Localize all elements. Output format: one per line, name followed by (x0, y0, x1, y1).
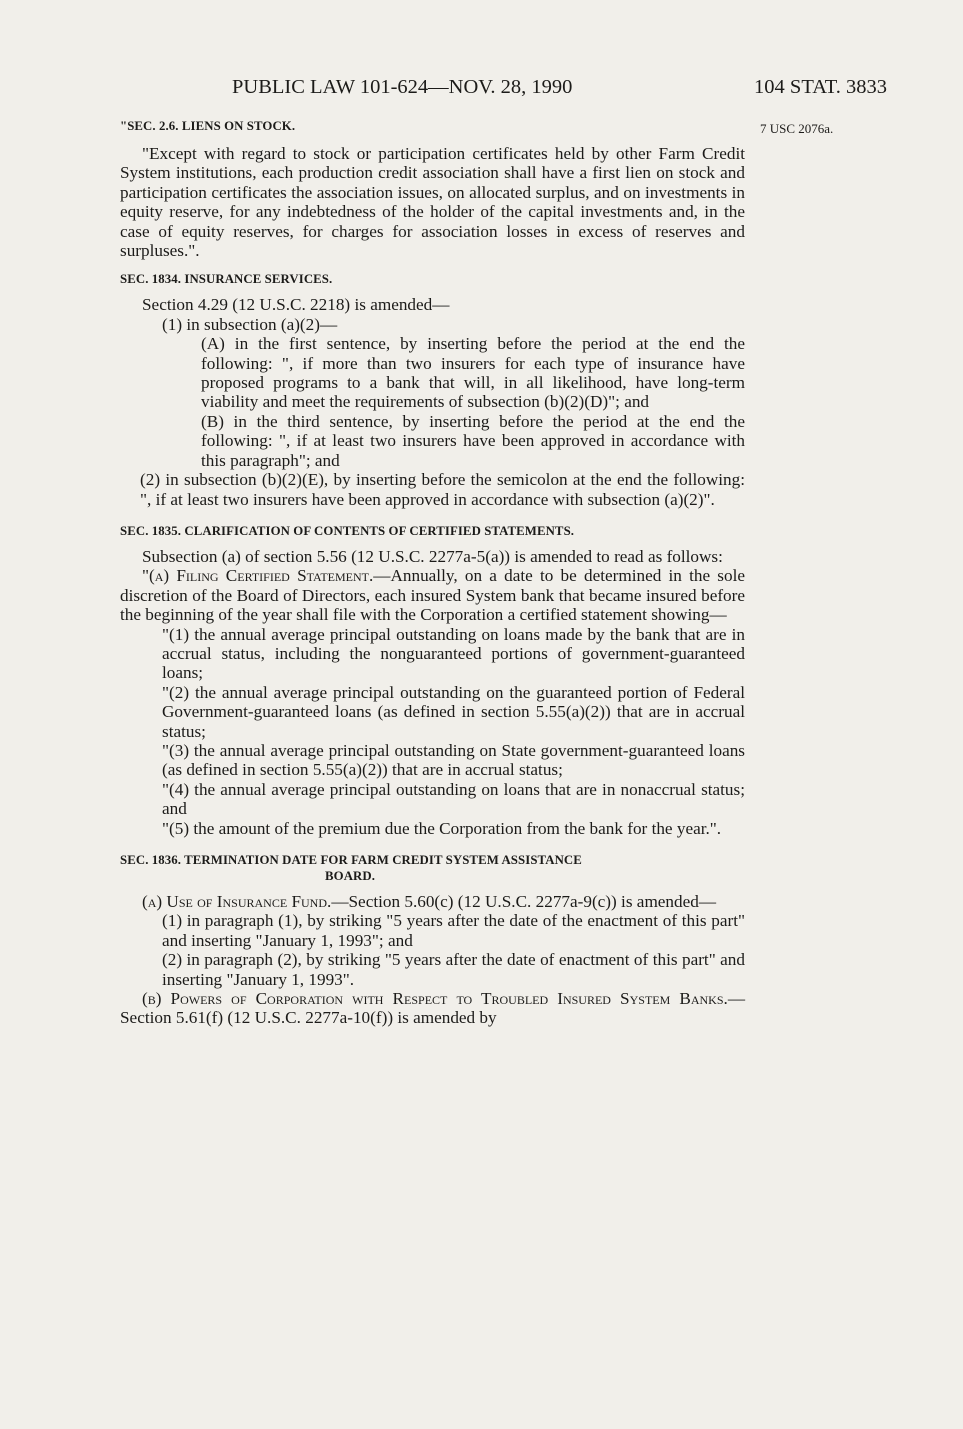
section-1835-item-3: "(3) the annual average principal outstanding on State government-guaranteed loans (as defined in section 5.55(a)(2)) that are in accrual status; (162, 740, 745, 780)
section-1835-subsection-a (120, 566, 745, 624)
header-public-law: PUBLIC LAW 101-624—NOV. 28, 1990 (232, 76, 573, 98)
section-1836-item-1: (1) in paragraph (1), by striking "5 years after the date of the enactment of this part" and inserting "January 1, 1993"; and (162, 911, 745, 950)
powers-of-corporation-text: —Section 5.61(f) (12 U.S.C. 2277a-10(f)) is amended by (120, 989, 745, 1028)
subsection-a-label: "(a) Filing Certified Statement. (142, 566, 374, 586)
section-1835-intro: Subsection (a) of section 5.56 (12 U.S.C. 2277a-5(a)) is amended to read as follows: (142, 546, 723, 566)
section-1835-item-2: "(2) the annual average principal outstanding on the guaranteed portion of Federal Government-guaranteed loans (as defined in section 5.55(a)(2)) that are in accrual status; (162, 682, 745, 741)
body-text (120, 118, 745, 1028)
section-heading-1835: SEC. 1835. CLARIFICATION OF CONTENTS OF CERTIFIED STATEMENTS. (120, 523, 575, 538)
section-heading-2-6: "SEC. 2.6. LIENS ON STOCK. (120, 119, 296, 133)
section-heading-1836-line1: SEC. 1836. TERMINATION DATE FOR FARM CREDIT SYSTEM ASSISTANCE (120, 853, 582, 867)
section-heading-1834: SEC. 1834. INSURANCE SERVICES. (120, 272, 333, 287)
section-1835-item-5: "(5) the amount of the premium due the Corporation from the bank for the year.". (162, 818, 722, 838)
section-1834-intro: Section 4.29 (12 U.S.C. 2218) is amended— (142, 295, 450, 315)
section-1836-subsection-b (120, 989, 745, 1028)
use-of-insurance-fund-label: (a) Use of Insurance Fund. (142, 892, 332, 911)
section-1834-item-1b: (B) in the third sentence, by inserting before the period at the end the following: ", if at least two insurers have been approved in accordance with this paragraph"; and (201, 411, 745, 470)
running-header (232, 76, 887, 104)
section-2-6-text: "Except with regard to stock or participation certificates held by other Farm Credit System institutions, each production credit association shall have a first lien on stock and participation certificates the association issues, on allocated surplus, and on investments in equity reserve, for any indebtedness of the holder of the capital investments and, in the case of equity reserves, for charges for association losses in excess of reserves and surpluses.". (120, 144, 745, 261)
header-stat-page: 104 STAT. 3833 (754, 76, 887, 98)
margin-citation: 7 USC 2076a. (760, 121, 834, 136)
section-1834-item-2-text: (2) in subsection (b)(2)(E), by inserting before the semicolon at the end the following: ", if at least two insurers have been approved in accordance with subsection (a)(2)". (140, 470, 745, 509)
section-1834-item-1a: (A) in the first sentence, by inserting before the period at the end the following: ", if more than two insurers for each type of insurance have proposed programs to a bank that will, in all likelihood, have long-term viability and meet the requirements of subsection (b)(2)(D)"; and (201, 334, 745, 412)
powers-of-corporation-label: (b) Powers of Corporation with Respect to Troubled Insured System Banks. (142, 989, 728, 1009)
subsection-a-text: —Annually, on a date to be determined in the sole discretion of the Board of Directors, each insured System bank that became insured before the beginning of the year shall file with the Corporation a certified statement showing— (120, 566, 745, 625)
use-of-insurance-fund-text: —Section 5.60(c) (12 U.S.C. 2277a-9(c)) is amended— (331, 892, 717, 911)
section-1835-item-1: "(1) the annual average principal outstanding on loans made by the bank that are in accrual status, including the nonguaranteed portions of government-guaranteed loans; (162, 624, 745, 683)
section-1836-item-2: (2) in paragraph (2), by striking "5 years after the date of enactment of this part" and inserting "January 1, 1993". (162, 950, 745, 989)
section-1835-item-4: "(4) the annual average principal outstanding on loans that are in nonaccrual status; and (162, 779, 745, 819)
section-1834-item-1: (1) in subsection (a)(2)— (162, 314, 338, 334)
section-heading-1836 (120, 852, 745, 884)
section-heading-1836-line2: BOARD. (325, 869, 376, 883)
section-1834-item-2 (120, 470, 745, 509)
section-1836-subsection-a (120, 892, 745, 911)
